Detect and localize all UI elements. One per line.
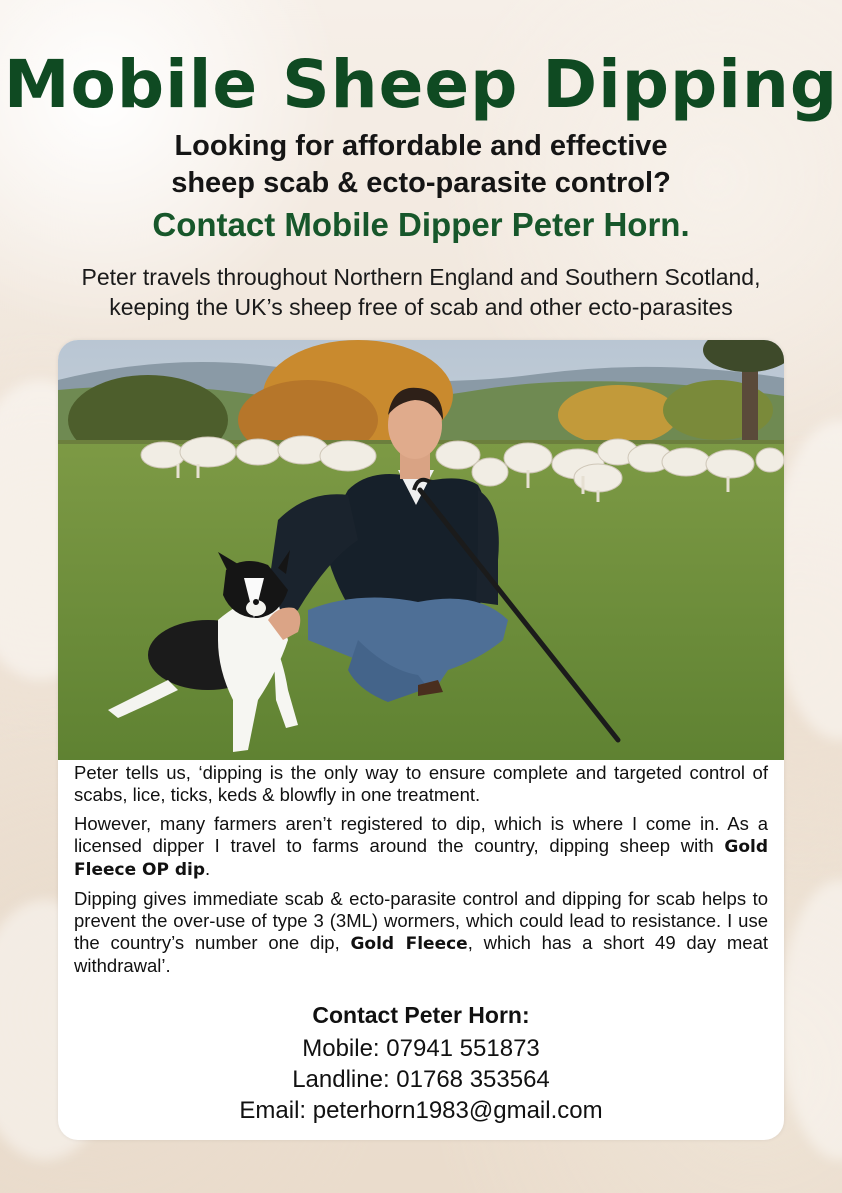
contact-landline: Landline: 01768 353564 [292, 1066, 550, 1093]
body-text [74, 762, 768, 984]
paragraph-dipping: Peter tells us, ‘dipping is the only way to ensure complete and targeted control of scabs, lice, ticks, keds & blowfly in one treatment. [74, 762, 768, 805]
headline-question-line1: Looking for affordable and effective [174, 130, 668, 162]
headline-question [0, 128, 842, 202]
paragraph-scab-control-text: Dipping gives immediate scab & ecto-parasite control and dipping for scab helps to prevent the over-use of type 3 (3ML) wormers, which could lead to resistance. I use the country’s number one dip, [74, 888, 768, 953]
contact-email: Email: peterhorn1983@gmail.com [239, 1097, 603, 1124]
brand-gold-fleece: Gold Fleece [350, 934, 468, 954]
wool-background-blob [780, 880, 842, 1160]
paragraph-licensed-dipper [74, 813, 768, 881]
paragraph-scab-control [74, 888, 768, 977]
content-card [58, 340, 784, 1140]
intro-line2: keeping the UK’s sheep free of scab and other ecto-parasites [109, 294, 733, 320]
farmer-dog-sheep-photo [58, 340, 784, 760]
intro-line1: Peter travels throughout Northern England and Southern Scotland, [81, 264, 761, 290]
paragraph-licensed-dipper-end: . [205, 858, 211, 879]
paragraph-scab-control-end: , which has a short 49 day meat withdrawal’. [74, 932, 769, 976]
contact-mobile: Mobile: 07941 551873 [302, 1035, 540, 1062]
contact-block [58, 1002, 784, 1126]
headline-question-line2: sheep scab & ecto-parasite control? [171, 167, 671, 199]
page-title: Mobile Sheep Dipping [3, 46, 839, 123]
intro-text [0, 262, 842, 322]
paragraph-licensed-dipper-text: However, many farmers aren’t registered to dip, which is where I come in. As a licensed dipper I travel to farms around the country, dipping sheep with [74, 813, 768, 856]
brand-gold-fleece-op-dip: Gold Fleece OP dip [74, 837, 768, 880]
contact-lead: Contact Mobile Dipper Peter Horn. [152, 206, 690, 243]
contact-title: Contact Peter Horn: [312, 1002, 530, 1028]
